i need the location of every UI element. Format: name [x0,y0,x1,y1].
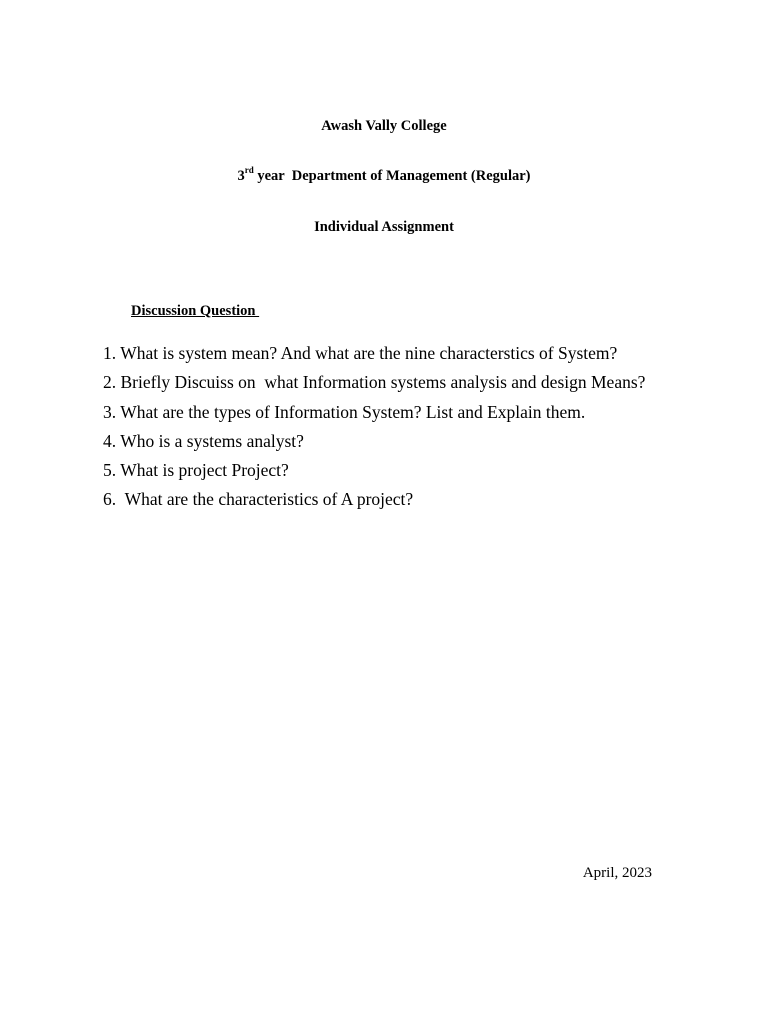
question-item [103,427,651,456]
section-heading: Discussion Question [131,303,260,319]
question-text: What are the characteristics of A project? [124,489,414,510]
question-number: 1. [103,343,121,363]
question-number: 3. [103,401,121,422]
document-date: April, 2023 [582,865,652,881]
question-item [103,368,651,397]
assignment-type: Individual Assignment [314,219,454,235]
question-item [103,398,651,427]
question-number: 5. [103,460,121,481]
question-text: What is project Project? [120,460,289,481]
question-number: 2. [103,372,121,393]
department-line [0,167,768,185]
question-text: What is system mean? And what are the nine characterstics of System? [120,343,618,363]
question-number: 6. [103,489,125,510]
question-text: Briefly Discuiss on what Information systems analysis and design Means? [120,372,646,393]
question-number: 4. [103,430,121,451]
year-ordinal-suffix: rd [244,165,254,176]
question-text: Who is a systems analyst? [120,430,304,451]
question-item [103,339,651,368]
year-number: 3 [237,168,245,184]
question-item [103,456,651,485]
institution-title: Awash Vally College [321,118,447,134]
question-list [103,339,651,515]
department-name: year Department of Management (Regular) [253,168,531,184]
question-text: What are the types of Information System? List and Explain them. [120,401,586,422]
question-item [103,485,651,514]
